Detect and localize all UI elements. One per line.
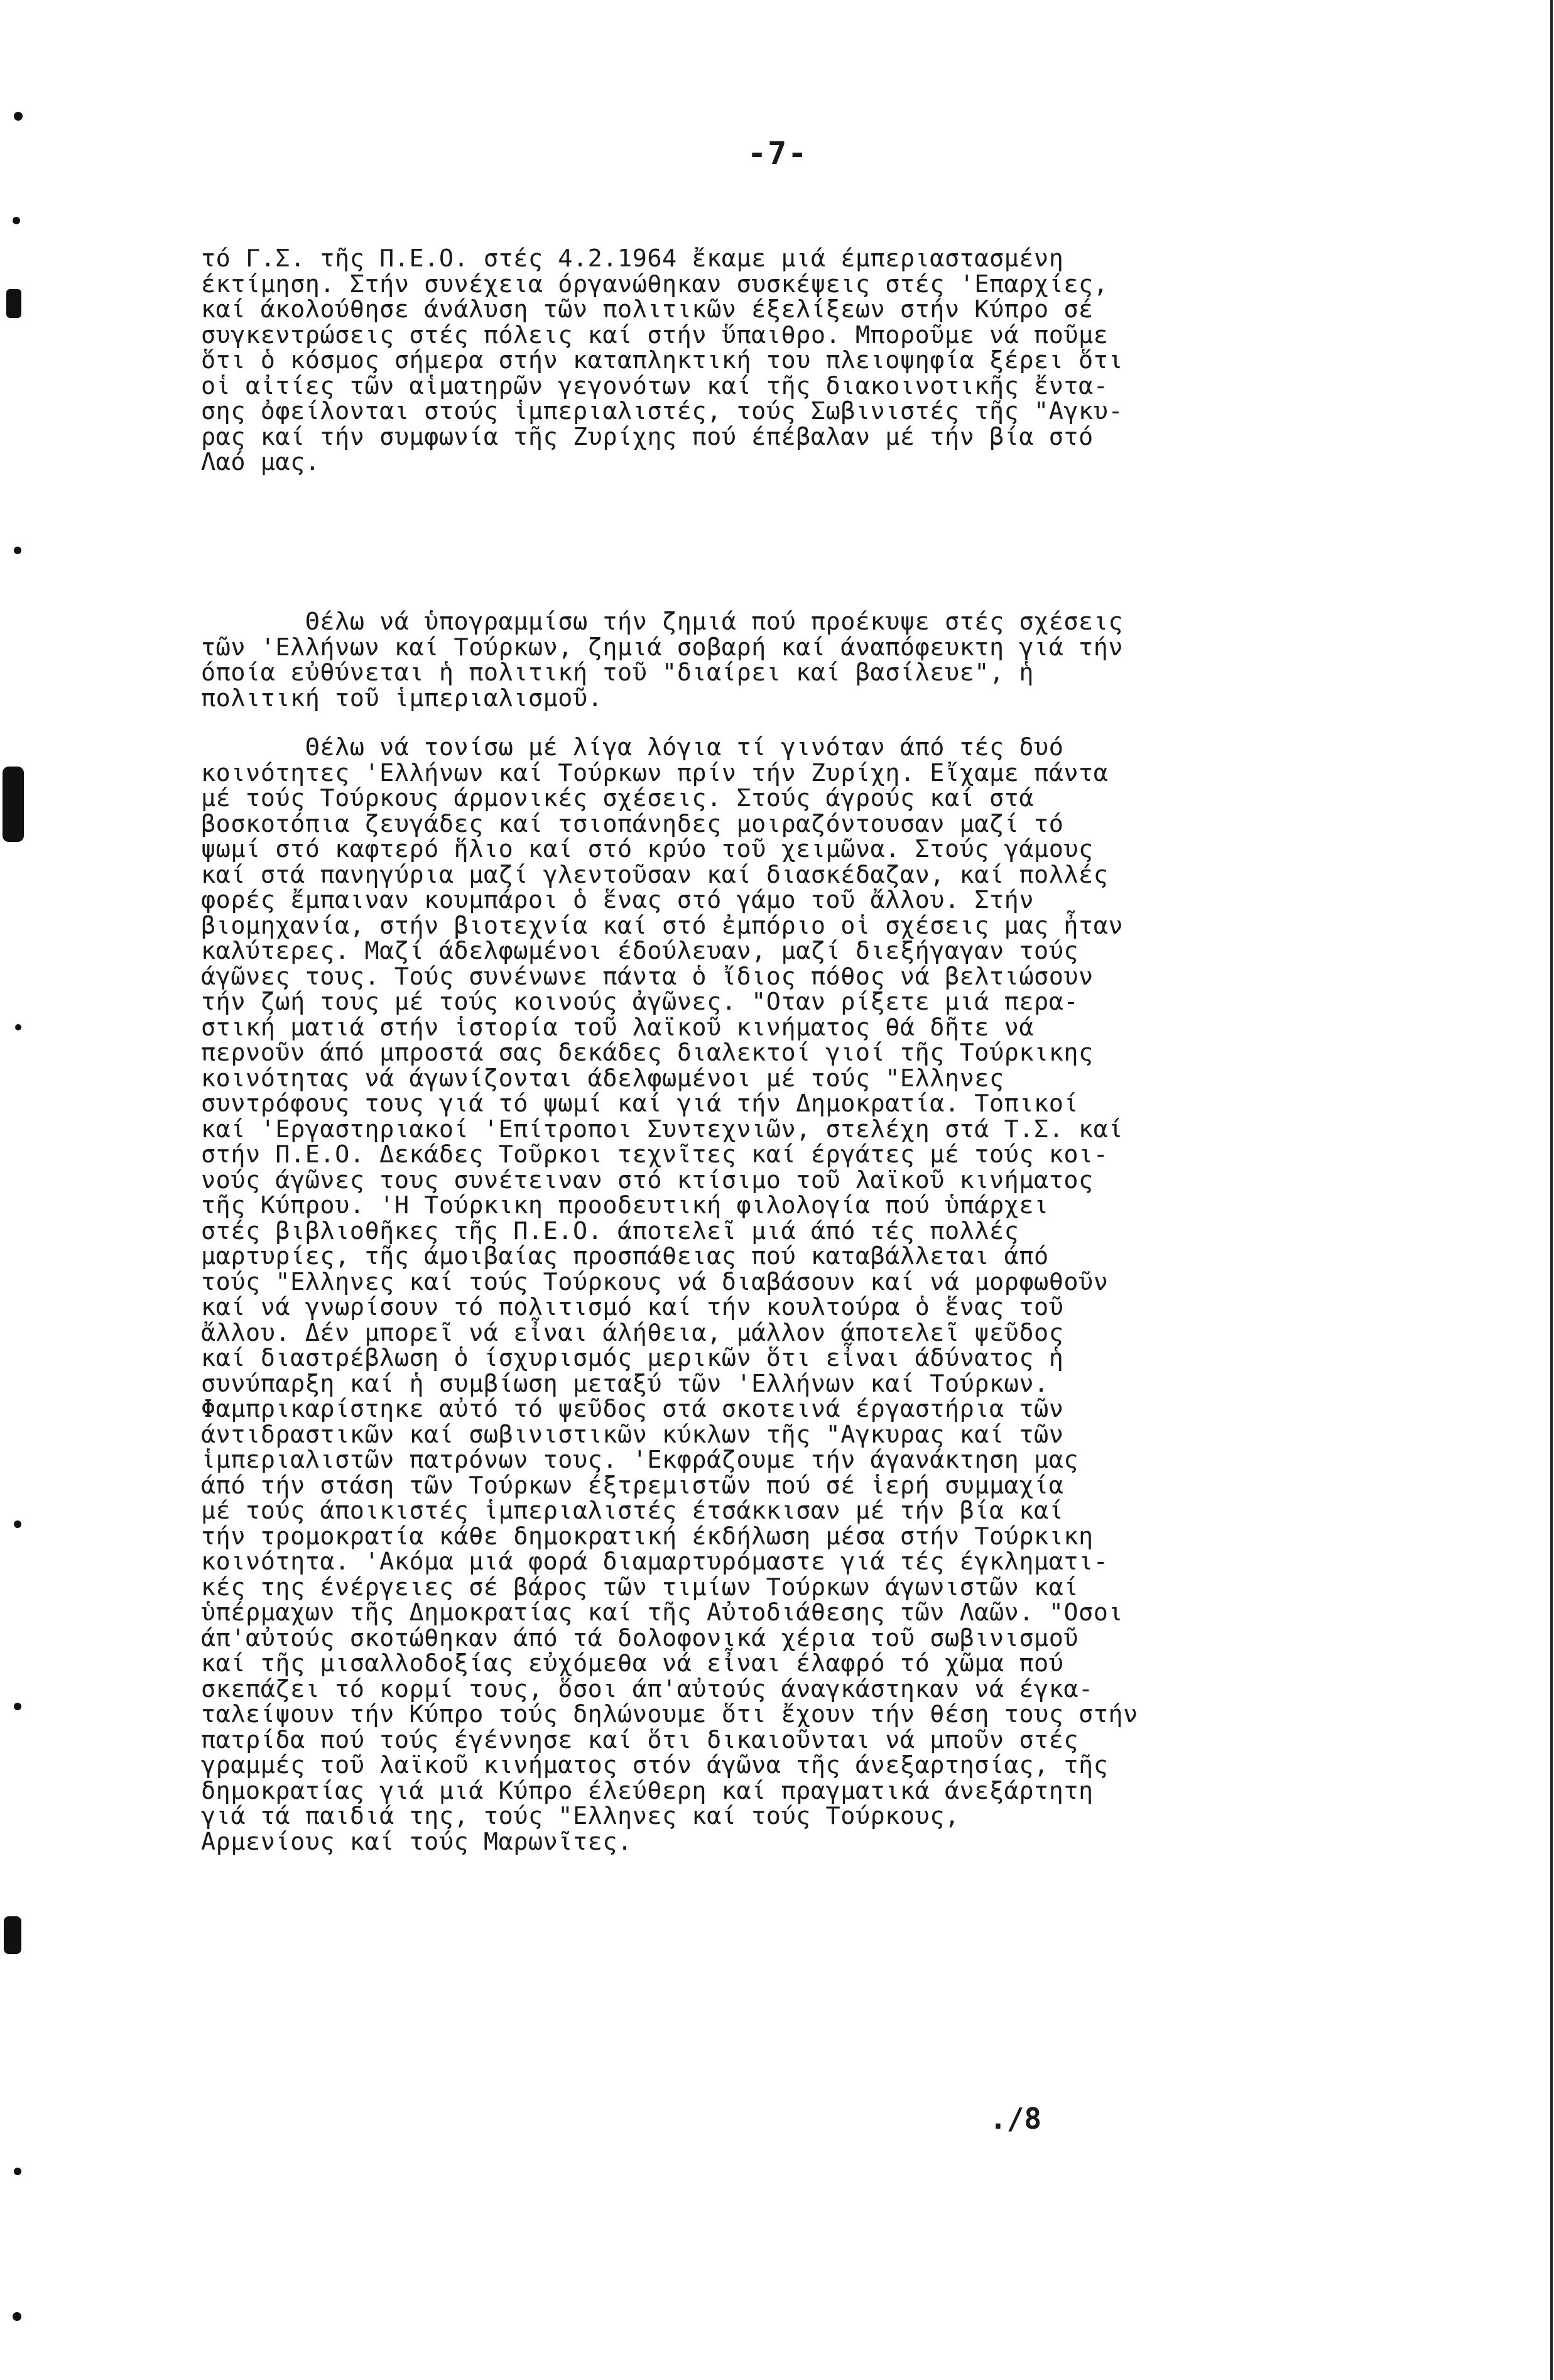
text-line: καί άκολούθησε άνάλυση τῶν πολιτικῶν έξελίξεων στήν Κύπρο σέ [201, 295, 1094, 324]
text-line: συντρόφους τους γιά τό ψωμί καί γιά τήν Δημοκρατία. Τοπικοί [201, 1089, 1079, 1118]
text-line: πατρίδα πού τούς έγέννησε καί ὅτι δικαιοῦνται νά μποῦν στές [201, 1725, 1079, 1754]
scan-mark [14, 1703, 21, 1710]
text-line: συγκεντρώσεις στές πόλεις καί στήν ὕπαιθρο. Μποροῦμε νά ποῦμε [201, 320, 1109, 349]
text-line: κοινότητας νά άγωνίζονται άδελφωμένοι μέ τούς "Ελληνες [201, 1064, 1004, 1093]
text-line: Αρμενίους καί τούς Μαρωνῖτες. [201, 1827, 633, 1856]
text-line: δημοκρατίας γιά μιά Κύπρο έλεύθερη καί πραγματικά άνεξάρτητη [201, 1776, 1094, 1805]
text-line: καί 'Εργαστηριακοί 'Επίτροποι Συντεχνιῶν, στελέχη στά Τ.Σ. καί [201, 1115, 1124, 1144]
text-line: ἄλλου. Δέν μπορεῖ νά εἶναι άλήθεια, μάλλον άποτελεῖ ψεῦδος [201, 1318, 1064, 1347]
text-line: άντιδραστικῶν καί σωβινιστικῶν κύκλων τῆς "Αγκυρας καί τῶν [201, 1420, 1064, 1449]
text-line: άγῶνες τους. Τούς συνένωνε πάντα ὁ ἴδιος πόθος νά βελτιώσουν [201, 962, 1094, 991]
text-line: ταλείψουν τήν Κύπρο τούς δηλώνουμε ὅτι ἔχουν τήν θέση τους στήν [201, 1700, 1138, 1728]
text-line: συνύπαρξη καί ἡ συμβίωση μεταξύ τῶν 'Ελλήνων καί Τούρκων. [201, 1369, 1049, 1398]
scan-mark [14, 112, 23, 121]
text-line: καί στά πανηγύρια μαζί γλεντοῦσαν καί διασκέδαζαν, καί πολλές [201, 860, 1109, 889]
text-line: πολιτική τοῦ ἱμπεριαλισμοῦ. [201, 684, 603, 712]
text-line: κές της ένέργειες σέ βάρος τῶν τιμίων Τούρκων άγωνιστῶν καί [201, 1573, 1079, 1602]
scan-mark [4, 1916, 21, 1954]
scan-mark [6, 289, 21, 318]
text-line: τήν τρομοκρατία κάθε δημοκρατική έκδήλωση μέσα στήν Τούρκικη [201, 1522, 1094, 1551]
text-line: μέ τούς άποικιστές ἱμπεριαλιστές έτσάκκισαν μέ τήν βία καί [201, 1497, 1064, 1525]
text-line: φορές ἔμπαιναν κουμπάροι ὁ ἕνας στό γάμο τοῦ ἄλλου. Στήν [201, 886, 1035, 914]
text-line: κοινότητες 'Ελλήνων καί Τούρκων πρίν τήν Ζυρίχη. Εἴχαμε πάντα [201, 758, 1109, 787]
text-line: οἱ αἰτίες τῶν αἱματηρῶν γεγονότων καί τῆς διακοινοτικῆς ἔντα- [201, 371, 1109, 400]
text-line: καί διαστρέβλωση ὁ ίσχυρισμός μερικῶν ὅτι εἶναι άδύνατος ἡ [201, 1344, 1064, 1372]
text-line: τούς "Ελληνες καί τούς Τούρκους νά διαβάσουν καί νά μορφωθοῦν [201, 1267, 1109, 1296]
scan-mark [13, 2312, 21, 2321]
text-line: ρας καί τήν συμφωνία τῆς Ζυρίχης πού έπέβαλαν μέ τήν βία στό [201, 422, 1094, 451]
text-line: νούς άγῶνες τους συνέτειναν στό κτίσιμο τοῦ λαϊκοῦ κινήματος [201, 1165, 1094, 1194]
text-line: σης ὀφείλονται στούς ἱμπεριαλιστές, τούς Σωβινιστές τῆς "Αγκυ- [201, 397, 1124, 425]
text-line: τήν ζωή τους μέ τούς κοινούς ἀγῶνες. "Οταν ρίξετε μιά περα- [201, 988, 1079, 1016]
text-line: ὑπέρμαχων τῆς Δημοκρατίας καί τῆς Αὐτοδιάθεσης τῶν Λαῶν. "Οσοι [201, 1598, 1124, 1627]
text-line: μαρτυρίες, τῆς άμοιβαίας προσπάθειας πού καταβάλλεται άπό [201, 1242, 1049, 1270]
text-line: ἱμπεριαλιστῶν πατρόνων τους. 'Εκφράζουμε τήν άγανάκτηση μας [201, 1446, 1079, 1474]
scan-mark [3, 767, 24, 842]
text-line: τό Γ.Σ. τῆς Π.Ε.Ο. στές 4.2.1964 ἔκαμε μιά έμπεριαστασμένη [201, 244, 1064, 273]
text-line: σκεπάζει τό κορμί τους, ὅσοι άπ'αὐτούς άναγκάστηκαν νά έγκα- [201, 1674, 1094, 1703]
text-line: ψωμί στό καφτερό ἥλιο καί στό κρύο τοῦ χειμῶνα. Στούς γάμους [201, 835, 1094, 863]
scan-mark [14, 1520, 21, 1528]
text-line: τῆς Κύπρου. 'Η Τούρκικη προοδευτική φιλολογία πού ὑπάρχει [201, 1191, 1049, 1220]
text-line: βοσκοτόπια ζευγάδες καί τσιοπάνηδες μοιραζόντουσαν μαζί τό [201, 809, 1064, 838]
text-line: Λαό μας. [201, 448, 320, 476]
text-line: ὅτι ὁ κόσμος σήμερα στήν καταπληκτική του πλειοψηφία ξέρει ὅτι [201, 346, 1124, 374]
scan-edge [1550, 0, 1553, 2380]
text-line: καλύτερες. Μαζί άδελφωμένοι έδούλευαν, μαζί διεξήγαγαν τούς [201, 937, 1079, 965]
text-line: καί νά γνωρίσουν τό πολιτισμό καί τήν κουλτούρα ὁ ἕνας τοῦ [201, 1293, 1064, 1321]
paragraph-1 [201, 246, 1407, 476]
text-line: γιά τά παιδιά της, τούς "Ελληνες καί τούς Τούρκους, [201, 1802, 960, 1830]
text-line: κοινότητα. 'Ακόμα μιά φορά διαμαρτυρόμαστε γιά τές έγκληματι- [201, 1548, 1109, 1576]
text-line: όποία εὐθύνεται ἡ πολιτική τοῦ "διαίρει καί βασίλευε", ἡ [201, 658, 1035, 687]
text-line: στική ματιά στήν ἱστορία τοῦ λαϊκοῦ κινήματος θά δῆτε νά [201, 1013, 1035, 1042]
text-line: γραμμές τοῦ λαϊκοῦ κινήματος στόν άγῶνα τῆς άνεξαρτησίας, τῆς [201, 1751, 1109, 1779]
scan-mark [13, 217, 20, 224]
scan-mark [14, 2168, 21, 2175]
text-line: καί τῆς μισαλλοδοξίας εὐχόμεθα νά εἶναι έλαφρό τό χῶμα πού [201, 1649, 1064, 1678]
text-line: άπ'αὐτούς σκοτώθηκαν άπό τά δολοφονικά χέρια τοῦ σωβινισμοῦ [201, 1624, 1079, 1652]
text-line: άπό τήν στάση τῶν Τούρκων έξτρεμιστῶν πού σέ ἱερή συμμαχία [201, 1471, 1064, 1500]
scan-mark [14, 547, 21, 554]
scan-mark [15, 1024, 21, 1030]
text-line: μέ τούς Τούρκους άρμονικές σχέσεις. Στούς άγρούς καί στά [201, 784, 1035, 812]
continuation-marker: ./8 [989, 2102, 1042, 2136]
text-line: έκτίμηση. Στήν συνέχεια όργανώθηκαν συσκέψεις στές 'Επαρχίες, [201, 270, 1109, 298]
text-line: βιομηχανία, στήν βιοτεχνία καί στό ἐμπόριο οἱ σχέσεις μας ἦταν [201, 911, 1124, 940]
text-line: Θέλω νά ὑπογραμμίσω τήν ζημιά πού προέκυψε στές σχέσεις [201, 608, 1124, 636]
text-line: περνοῦν άπό μπροστά σας δεκάδες διαλεκτοί γιοί τῆς Τούρκικης [201, 1039, 1094, 1067]
paragraph-3 [201, 735, 1407, 1855]
page-number: -7- [747, 135, 808, 172]
text-line: στές βιβλιοθῆκες τῆς Π.Ε.Ο. άποτελεῖ μιά άπό τές πολλές [201, 1216, 1019, 1245]
text-line: στήν Π.Ε.Ο. Δεκάδες Τοῦρκοι τεχνῖτες καί έργάτες μέ τούς κοι- [201, 1140, 1109, 1169]
paragraph-2 [201, 609, 1407, 711]
text-line: Θέλω νά τονίσω μέ λίγα λόγια τί γινόταν άπό τές δυό [201, 733, 1064, 761]
text-line: τῶν 'Ελλήνων καί Τούρκων, ζημιά σοβαρή καί άναπόφευκτη γιά τήν [201, 633, 1124, 662]
text-line: Φαμπρικαρίστηκε αὐτό τό ψεῦδος στά σκοτεινά έργαστήρια τῶν [201, 1395, 1064, 1423]
